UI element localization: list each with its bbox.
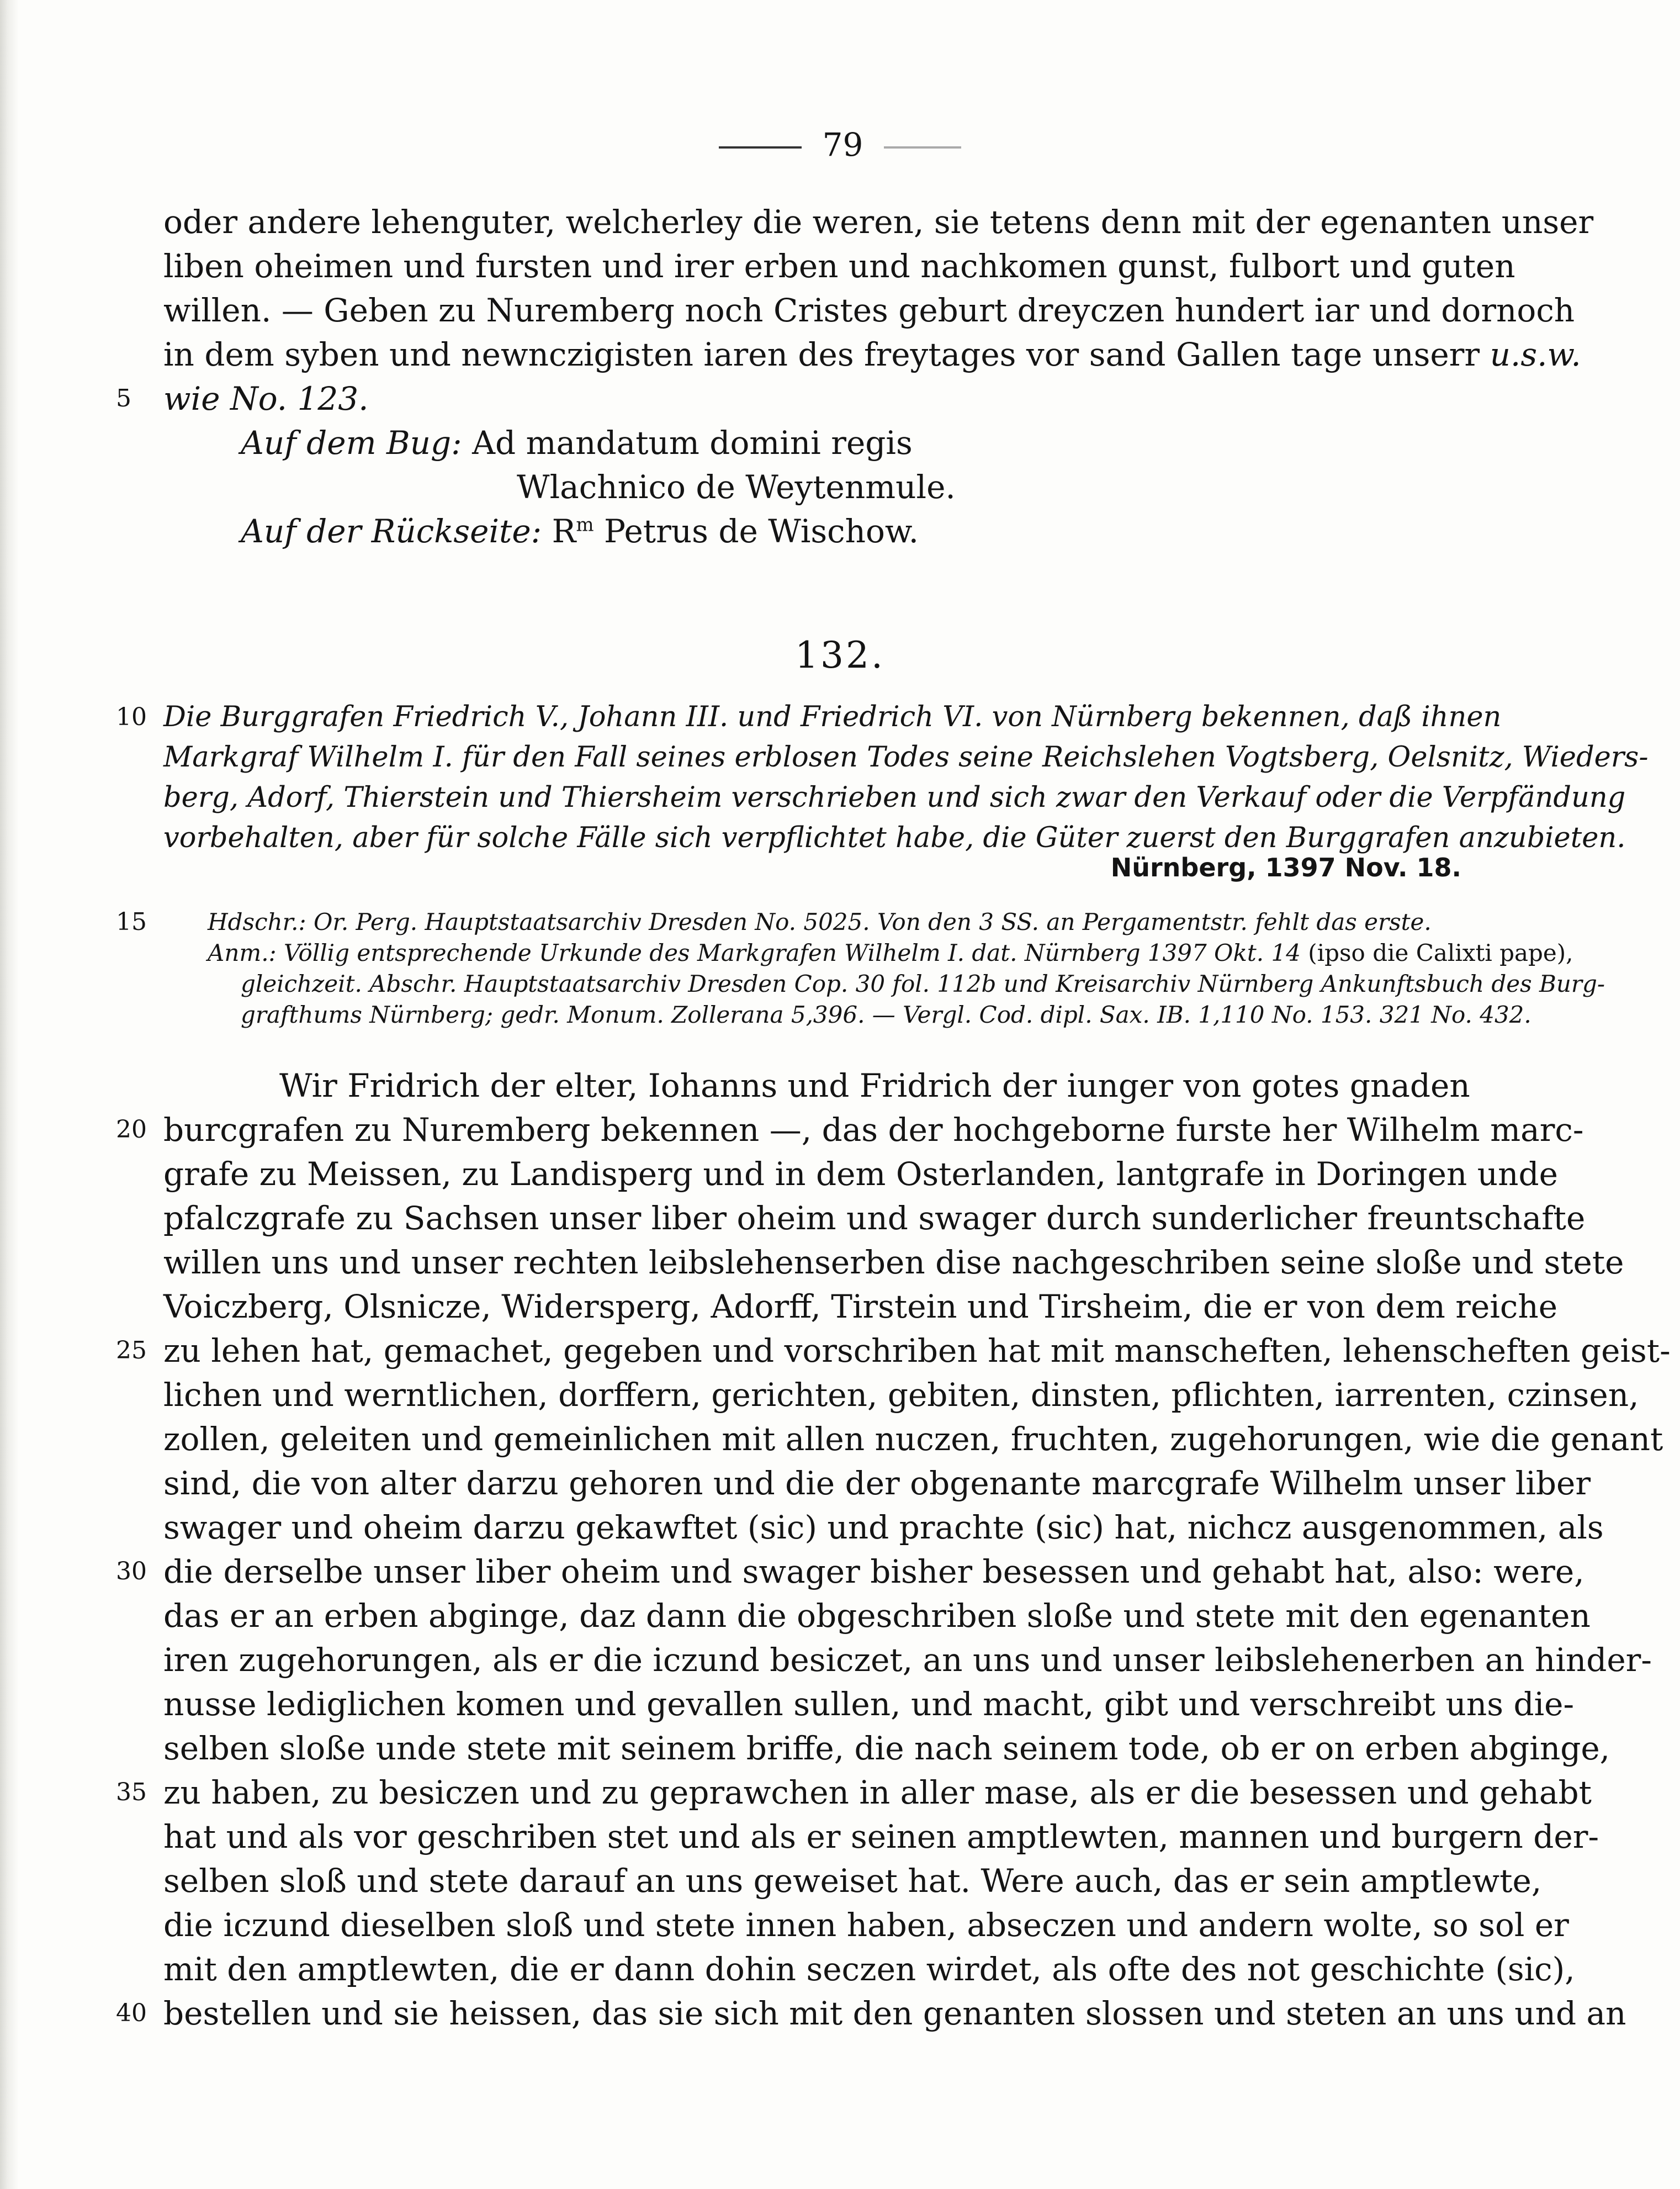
summary-line: vorbehalten, aber für solche Fälle sich verpflichtet habe, die Güter zuerst den Burggrafen anzubieten. xyxy=(163,822,1626,854)
line-number: 40 xyxy=(116,1999,147,2027)
note-line: gleichzeit. Abschr. Hauptstaatsarchiv Dresden Cop. 30 fol. 112b und Kreisarchiv Nürnberg Ankunftsbuch des Burg- xyxy=(241,970,1605,997)
text-line: mit den amptlewten, die er dann dohin seczen wirdet, als ofte des not geschichte (sic), xyxy=(163,1950,1575,1988)
line-number: 15 xyxy=(116,908,147,936)
summary-line: berg, Adorf, Thierstein und Thiersheim verschrieben und sich zwar den Verkauf oder die Verpfändung xyxy=(163,781,1626,814)
header-rule-left xyxy=(719,146,802,149)
text-line: zu lehen hat, gemachet, gegeben und vorschriben hat mit manscheften, lehenscheften geist- xyxy=(163,1332,1671,1370)
text-line: hat und als vor geschriben stet und als er seinen amptlewten, mannen und burgern der- xyxy=(163,1818,1599,1855)
bug-label: Auf dem Bug: xyxy=(241,424,462,462)
previous-document-ending xyxy=(163,200,1594,553)
text-line: pfalczgrafe zu Sachsen unser liber oheim und swager durch sunderlicher freuntschafte xyxy=(163,1199,1586,1237)
text-line: Voiczberg, Olsnicze, Widersperg, Adorff, Tirstein und Tirsheim, die er von dem reiche xyxy=(163,1288,1558,1325)
note-line: Anm.: Völlig entsprechende Urkunde des Markgrafen Wilhelm I. dat. Nürnberg 1397 Okt. 14 (ipso die Calixti pape), xyxy=(208,939,1573,966)
scan-edge xyxy=(0,0,19,2189)
text-line: oder andere lehenguter, welcherley die weren, sie tetens denn mit der egenanten unser xyxy=(163,203,1594,241)
text-line: burcgrafen zu Nuremberg bekennen —, das der hochgeborne furste her Wilhelm marc- xyxy=(163,1111,1584,1149)
line-number: 35 xyxy=(116,1778,147,1806)
line-number: 30 xyxy=(116,1557,147,1585)
bug-text: Ad mandatum domini regis xyxy=(472,424,913,462)
charter-text xyxy=(163,1064,1671,2035)
text-line: die derselbe unser liber oheim und swager bisher besessen und gehabt hat, also: were, xyxy=(163,1553,1584,1590)
line-number: 20 xyxy=(116,1115,147,1144)
bug-note-cont: Wlachnico de Weytenmule. xyxy=(517,468,956,506)
back-note: Auf der Rückseite: $R^m$ Petrus de Wischow. xyxy=(241,512,919,550)
summary-line: Die Burggrafen Friedrich V., Johann III. und Friedrich VI. von Nürnberg bekennen, daß ihnen xyxy=(163,701,1502,733)
bug-note xyxy=(163,421,1466,465)
text-line: die iczund dieselben sloß und stete innen haben, abseczen und andern wolte, so sol er xyxy=(163,1906,1569,1944)
text-line: in dem syben und newnczigisten iaren des freytages vor sand Gallen tage unserr u.s.w. xyxy=(163,336,1581,373)
text-line: bestellen und sie heissen, das sie sich mit den genanten slossen und steten an uns und an xyxy=(163,1995,1626,2032)
text-line: sind, die von alter darzu gehoren und die der obgenante marcgrafe Wilhelm unser liber xyxy=(163,1464,1591,1502)
dateline: Nürnberg, 1397 Nov. 18. xyxy=(1110,853,1461,882)
document-number: 132. xyxy=(795,634,885,676)
summary-line: Markgraf Wilhelm I. für den Fall seines erblosen Todes seine Reichslehen Vogtsberg, Oelsnitz, Wieders- xyxy=(163,741,1649,774)
text-line: grafe zu Meissen, zu Landisperg und in dem Osterlanden, lantgrafe in Doringen unde xyxy=(163,1155,1558,1193)
text-line: iren zugehorungen, als er die iczund besiczet, an uns und unser leibslehenerben an hinder- xyxy=(163,1641,1652,1679)
text-line: willen uns und unser rechten leibslehenserben dise nachgeschriben seine sloße und stete xyxy=(163,1244,1624,1281)
text-line: liben oheimen und fursten und irer erben und nachkomen gunst, fulbort und guten xyxy=(163,247,1515,285)
header-rule-right xyxy=(884,146,961,149)
source-notes xyxy=(208,907,1605,1030)
line-number: 25 xyxy=(116,1336,147,1365)
line-number: 5 xyxy=(116,384,131,413)
text-line: das er an erben abginge, daz dann die obgeschriben sloße und stete mit den egenanten xyxy=(163,1597,1591,1635)
text-line: lichen und werntlichen, dorffern, gerichten, gebiten, dinsten, pflichten, iarrenten, czinsen, xyxy=(163,1376,1639,1414)
text-line: selben sloße unde stete mit seinem briffe, die nach seinem tode, ob er on erben abginge, xyxy=(163,1730,1610,1767)
text-line: zollen, geleiten und gemeinlichen mit allen nuczen, fruchten, zugehorungen, wie die genant xyxy=(163,1420,1663,1458)
document-summary xyxy=(163,697,1649,858)
text-line: wie No. 123. xyxy=(163,380,369,417)
note-line: grafthums Nürnberg; gedr. Monum. Zollerana 5,396. — Vergl. Cod. dipl. Sax. IB. 1,110 No. 153. 321 No. 432. xyxy=(241,1001,1531,1028)
back-label: Auf der Rückseite: xyxy=(241,512,542,550)
text-line: selben sloß und stete darauf an uns geweiset hat. Were auch, das er sein amptlewte, xyxy=(163,1862,1542,1900)
page-number: 79 xyxy=(822,126,863,163)
text-line: nusse lediglichen komen und gevallen sullen, und macht, gibt und verschreibt uns die- xyxy=(163,1685,1575,1723)
text-line: zu haben, zu besiczen und zu geprawchen in aller mase, als er die besessen und gehabt xyxy=(163,1774,1592,1811)
note-line: Hdschr.: Or. Perg. Hauptstaatsarchiv Dresden No. 5025. Von den 3 SS. an Pergamentstr. fehlt das erste. xyxy=(208,908,1432,935)
text-line: willen. — Geben zu Nuremberg noch Cristes geburt dreyczen hundert iar und dornoch xyxy=(163,292,1575,329)
text-line: Wir Fridrich der elter, Iohanns und Fridrich der iunger von gotes gnaden xyxy=(279,1067,1470,1104)
etc-abbreviation: u.s.w. xyxy=(1490,336,1581,373)
text-line: swager und oheim darzu gekawftet (sic) und prachte (sic) hat, nichcz ausgenommen, als xyxy=(163,1509,1604,1546)
line-number: 10 xyxy=(116,703,147,731)
page-header xyxy=(0,123,1680,167)
